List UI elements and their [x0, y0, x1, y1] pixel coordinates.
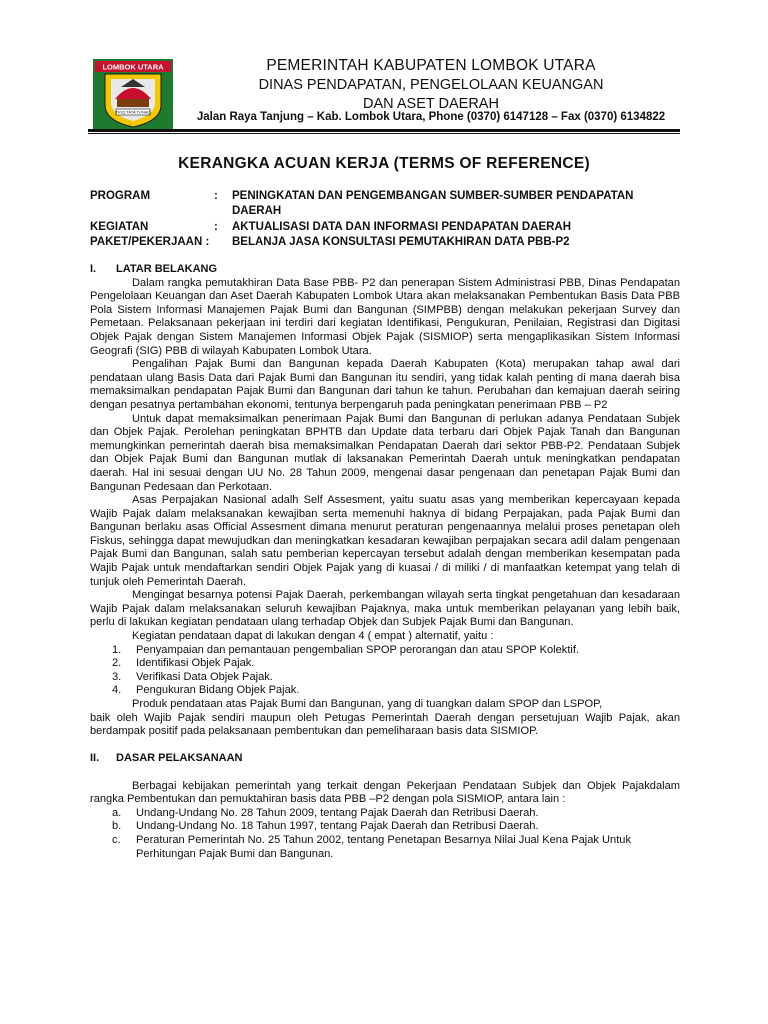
list-text: Undang-Undang No. 28 Tahun 2009, tentang Pajak Daerah dan Retribusi Daerah.	[136, 806, 539, 819]
list-text: Undang-Undang No. 18 Tahun 1997, tentang Pajak Daerah dan Retribusi Daerah.	[136, 820, 539, 833]
lombok-utara-logo	[91, 57, 175, 131]
list-marker: b.	[112, 820, 122, 833]
section-number: II.	[90, 752, 100, 765]
list-text: Peraturan Pemerintah No. 25 Tahun 2002, tentang Penetapan Besarnya Nilai Jual Kena Pajak Untuk Perhitungan Pajak Bumi dan Bangunan.	[136, 833, 632, 860]
meta-colon: :	[214, 221, 218, 233]
header-line1: PEMERINTAH KABUPATEN LOMBOK UTARA	[266, 57, 596, 74]
header-rule-thick	[88, 129, 680, 132]
meta-label: KEGIATAN	[90, 221, 149, 233]
program-meta	[90, 189, 690, 250]
list-marker: 4.	[112, 684, 122, 697]
section-heading	[90, 263, 680, 277]
paragraph: Pengalihan Pajak Bumi dan Bangunan kepada Daerah Kabupaten (Kota) merupakan tahap awal dari pendataan ulang Basis Data dari Pajak Bumi dan Bangunan itu sendiri, yang tidak kalah penting di mana daerah bisa memaksimalkan pendapatan Pajak Bumi dan Bangunan dari tahun ke tahun. Perubahan dan kemajuan daerah seiring dengan pesatnya pertambahan ekonomi, tentunya berpengaruh pada peningkatan penerimaan PBB – P2	[90, 358, 680, 411]
header-line2: DINAS PENDAPATAN, PENGELOLAAN KEUANGAN	[258, 77, 604, 93]
meta-label: PAKET/PEKERJAAN :	[90, 236, 210, 248]
list-text: Identifikasi Objek Pajak.	[136, 657, 255, 670]
meta-label: PROGRAM	[90, 190, 151, 202]
list-marker: c.	[112, 833, 121, 846]
paragraph: Produk pendataan atas Pajak Bumi dan Bangunan, yang di tuangkan dalam SPOP dan LSPOP,	[132, 698, 603, 710]
paragraph: Berbagai kebijakan pemerintah yang terkait dengan Pekerjaan Pendataan Subjek dan Objek Pajakdalam rangka Pembentukan dan pemuktahiran basis data PBB –P2 dengan pola SISMIOP, antara lain :	[90, 779, 680, 806]
section-number: I.	[90, 263, 97, 275]
paragraph: Asas Perpajakan Nasional adalh Self Assesment, yaitu suatu asas yang memberikan kepercayaan kepada Wajib Pajak dalam melaksanakan kewajiban serta memenuhi haknya di bidang Perpajakan, pada Pajak Bumi dan Bangunan berlaku asas Official Assesment dimana menurut peraturan pengenaannya melalui proses penetapan oleh Fiskus, sehingga dapat mewujudkan dan meningkatkan kesadaran kewajiban perpajakan secara adil dalam pengenaan Pajak Bumi dan Bangunan, salah satu pemberian kepercayan tersebut adalah dengan memberikan kesempatan pada Wajib Pajak untuk mendaftarkan sendiri Objek Pajak yang di kuasai / di miliki / di manfaatkan ketempat yang telah di tunjuk oleh Pemerintah Daerah.	[90, 494, 680, 588]
document-title: KERANGKA ACUAN KERJA (TERMS OF REFERENCE)	[178, 155, 590, 172]
header-line3: DAN ASET DAERAH	[363, 96, 499, 112]
section-title: LATAR BELAKANG	[116, 263, 218, 275]
list-item	[90, 807, 680, 821]
list-marker: 1.	[112, 643, 122, 656]
meta-row-program	[90, 189, 690, 220]
meta-value: PENINGKATAN DAN PENGEMBANGAN SUMBER-SUMBER PENDAPATAN DAERAH	[232, 190, 634, 217]
paragraph: Kegiatan pendataan dapat di lakukan dengan 4 ( empat ) alternatif, yaitu :	[132, 630, 494, 643]
list-text: Pengukuran Bidang Objek Pajak.	[136, 684, 300, 697]
list-item	[90, 657, 680, 671]
logo-text-bottom: TIOQ TATA TUNAQ	[115, 109, 151, 115]
meta-row-kegiatan	[90, 220, 690, 235]
list-marker: a.	[112, 806, 122, 819]
alternatives-list	[90, 644, 680, 698]
paragraph: baik oleh Wajib Pajak sendiri maupun oleh Petugas Pemerintah Daerah dengan persetujuan Wajib Pajak, akan berdampak positif pada pelaksanaan pembentukan dan pemeliharaan basis data SISMIOP.	[90, 711, 680, 738]
list-item	[90, 671, 680, 685]
regulations-list	[90, 807, 680, 861]
meta-colon: :	[214, 190, 218, 202]
section-heading	[90, 752, 680, 766]
header-address: Jalan Raya Tanjung – Kab. Lombok Utara, Phone (0370) 6147128 – Fax (0370) 6134822	[196, 111, 666, 123]
meta-row-paket	[90, 235, 690, 250]
list-item	[90, 644, 680, 658]
meta-value: BELANJA JASA KONSULTASI PEMUTAKHIRAN DATA PBB-P2	[232, 236, 570, 248]
paragraph: Mengingat besarnya potensi Pajak Daerah, perkembangan wilayah serta tingkat pengetahuan dan kesadaraan Wajib Pajak dalam melaksanakan seluruh kewajiban Pajaknya, maka untuk memberikan pelayanan yang lebih baik, perlu di lakukan kegiatan pendataan ulang terhadap Objek dan Subjek Pajak Bumi dan Bangunan.	[90, 589, 680, 629]
logo-text-top: LOMBOK UTARA	[102, 62, 164, 72]
header-rule-thin	[88, 133, 680, 134]
paragraph: Untuk dapat memaksimalkan penerimaan Pajak Bumi dan Bangunan di perlukan adanya Pendataan Subjek dan Objek Pajak. Perolehan peningkatan BPHTB dan Update data terbaru dari Objek Pajak Tanah dan Bangunan memungkinkan pemerintah daerah bisa memaksimalkan Pendapatan Daerah dari sektor PBB-P2. Pendataan Subjek dan Objek Pajak Bumi dan Bangunan mutlak di laksanakan Pemerintah Daerah untuk meningkatkan pendapatan daerah. Hal ini sesuai dengan UU No. 28 Tahun 2009, mengenai dasar pengenaan dan penetapan Pajak Bumi dan Bangunan Pedesaan dan Perkotaan.	[90, 412, 680, 493]
list-marker: 2.	[112, 657, 122, 670]
list-item	[90, 834, 680, 861]
paragraph: Dalam rangka pemutakhiran Data Base PBB- P2 dan penerapan Sistem Administrasi PBB, Dinas Pendapatan Pengelolaan Keuangan dan Aset Daerah Kabupaten Lombok Utara akan melaksanakan Pembentukan Basis Data PBB Pola Sistem Informasi Manajemen Pajak Bumi dan Bangunan (SIMPBB) dengan melakukan pekerjaan Survey dan Pemetaan. Pelaksanaan pekerjaan ini terdiri dari kegiatan Identifikasi, Pengukuran, Penilaian, Registrasi dan Digitasi Objek Pajak dengan Sistem Manajemen Informasi Objek Pajak (SISMIOP) serta mengaplikasikan Sistem Informasi Geografi (SIG) PBB di wilayah Kabupaten Lombok Utara.	[90, 276, 680, 357]
list-item	[90, 684, 680, 698]
document-body	[90, 263, 680, 861]
list-text: Verifikasi Data Objek Pajak.	[136, 670, 273, 683]
list-item	[90, 820, 680, 834]
list-marker: 3.	[112, 670, 122, 683]
list-text: Penyampaian dan pemantauan pengembalian SPOP perorangan dan atau SPOP Kolektif.	[136, 643, 580, 656]
meta-value: AKTUALISASI DATA DAN INFORMASI PENDAPATAN DAERAH	[232, 221, 572, 233]
section-title: DASAR PELAKSANAAN	[116, 752, 243, 765]
